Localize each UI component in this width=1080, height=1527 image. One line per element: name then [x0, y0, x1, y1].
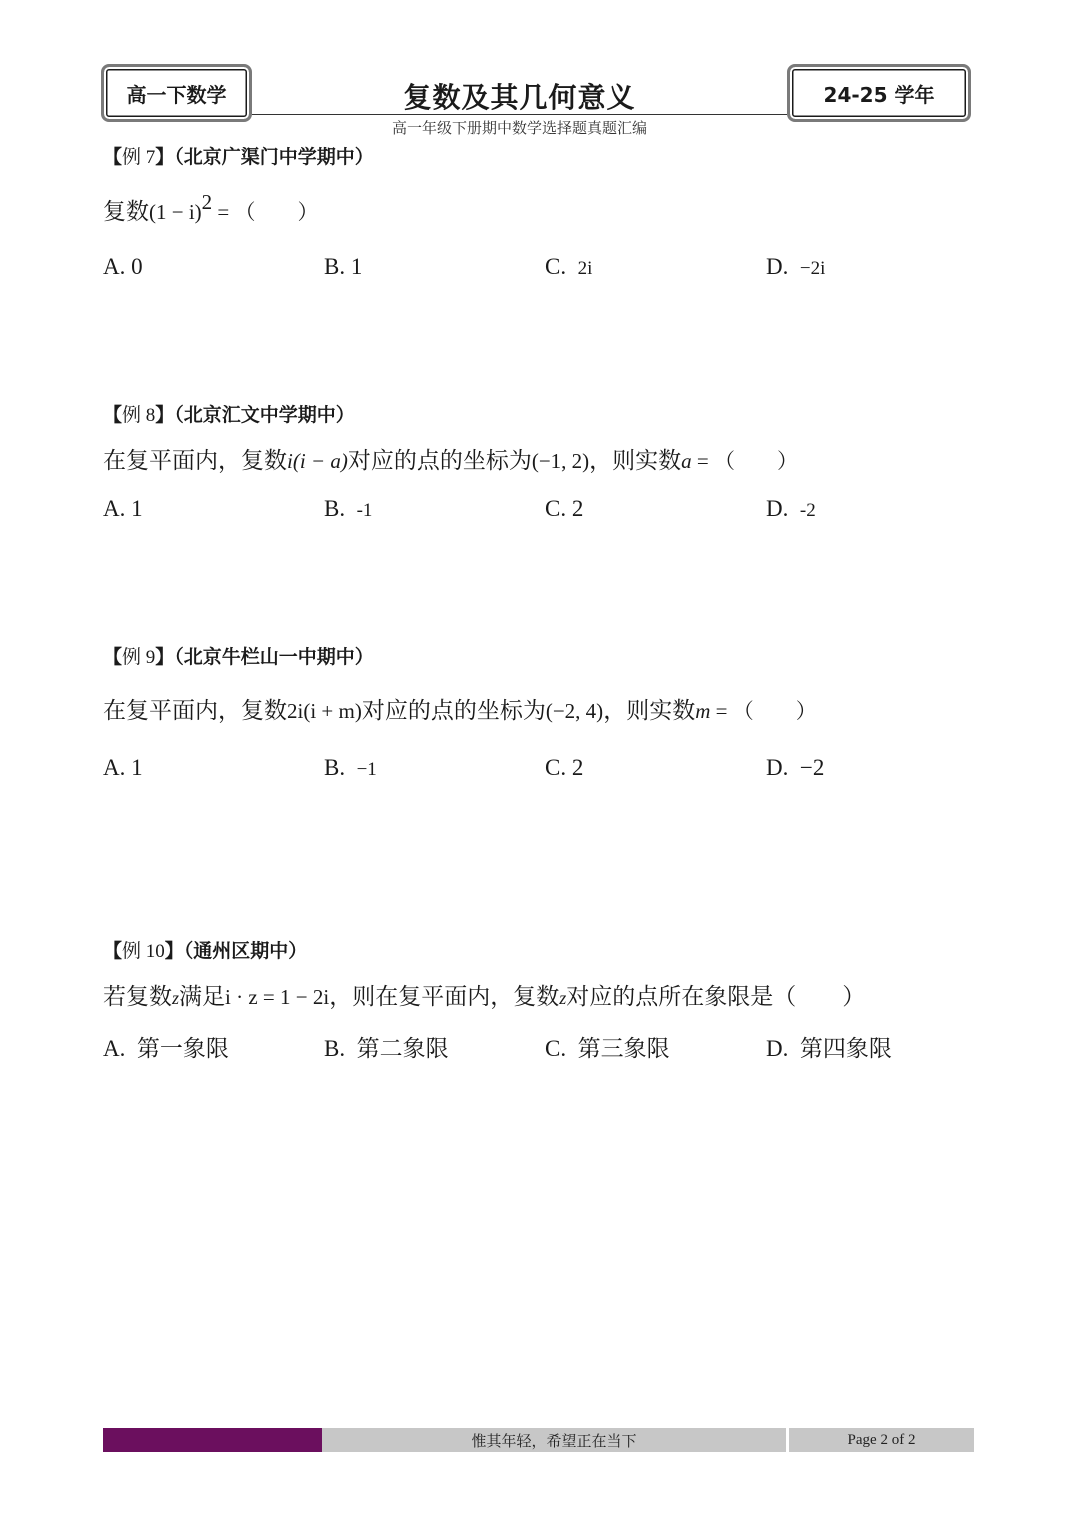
question-text: ，则在复平面内，复数	[329, 984, 560, 1010]
option-letter: A.	[103, 755, 126, 780]
page-footer	[103, 1428, 974, 1452]
question-blank: = （ ）	[691, 449, 799, 473]
math-variable: z	[559, 988, 567, 1008]
document-subtitle: 高一年级下册期中数学选择题真题汇编	[391, 121, 647, 137]
math-expression: 2i(i + m)	[287, 699, 362, 723]
math-expression: i(i − a)	[287, 449, 348, 473]
option-value: 2i	[577, 258, 593, 279]
exponent: 2	[201, 190, 213, 214]
option-letter: D.	[766, 755, 789, 780]
question-blank: = （ ）	[212, 200, 319, 224]
document-title: 复数及其几何意义	[403, 81, 636, 114]
example-8-option-a	[103, 496, 143, 522]
option-letter: C.	[545, 254, 567, 279]
question-text: 在复平面内，复数	[103, 698, 287, 724]
example-9-option-d	[766, 755, 824, 781]
example-7-heading: 【例 7】（北京广渠门中学期中）	[103, 146, 374, 168]
example-10-option-c	[545, 1030, 670, 1063]
example-9-heading: 【例 9】（北京牛栏山一中期中）	[103, 646, 374, 668]
example-10-question	[103, 978, 865, 1011]
example-label: 例 10	[122, 941, 165, 962]
coordinate: (−1, 2)	[531, 449, 590, 473]
question-text: 对应的点的坐标为	[361, 698, 546, 724]
example-source: （北京牛栏山一中期中）	[174, 646, 374, 668]
option-value: −1	[356, 759, 377, 780]
math-variable: a	[681, 449, 692, 473]
question-text: ，则实数	[603, 698, 696, 724]
example-10-option-b	[324, 1030, 449, 1063]
option-value: −2	[799, 755, 825, 780]
example-7-question	[103, 190, 319, 226]
footer-accent-bar	[103, 1428, 322, 1452]
option-value: 第二象限	[356, 1036, 449, 1062]
example-label: 例 8	[122, 405, 156, 426]
example-8-heading: 【例 8】（北京汇文中学期中）	[103, 404, 355, 426]
example-8-option-d	[766, 496, 816, 522]
subject-label-box	[101, 64, 252, 122]
question-text: 若复数	[103, 984, 172, 1010]
math-variable: z	[172, 988, 180, 1008]
option-letter: B.	[324, 755, 346, 780]
option-letter: A.	[103, 254, 126, 279]
question-text: 对应的点的坐标为	[347, 448, 532, 474]
footer-motto-bar	[322, 1428, 786, 1452]
example-7-option-d	[766, 254, 825, 280]
option-letter: D.	[766, 1036, 789, 1061]
example-8-question	[103, 442, 798, 475]
page-number: Page 2 of 2	[847, 1431, 916, 1448]
option-value: -1	[356, 500, 373, 521]
example-10-option-d	[766, 1030, 892, 1063]
example-9-option-a	[103, 755, 143, 781]
coordinate: (−2, 4)	[545, 699, 604, 723]
option-value: 1	[131, 755, 143, 780]
math-expression: (1 − i)	[149, 200, 202, 224]
option-letter: A.	[103, 496, 126, 521]
footer-page-bar	[789, 1428, 974, 1452]
example-source: （北京广渠门中学期中）	[174, 146, 374, 168]
option-letter: B.	[324, 254, 346, 279]
example-9-option-b	[324, 755, 377, 781]
example-7-option-a	[103, 254, 143, 280]
option-letter: A.	[103, 1036, 126, 1061]
option-letter: D.	[766, 254, 789, 279]
option-letter: D.	[766, 496, 789, 521]
school-year-box	[787, 64, 971, 122]
option-letter: B.	[324, 1036, 346, 1061]
footer-motto: 惟其年轻，希望正在当下	[471, 1431, 637, 1450]
option-value: 第四象限	[799, 1036, 892, 1062]
option-value: 0	[131, 254, 143, 279]
example-7-option-b	[324, 254, 362, 280]
option-letter: C.	[545, 1036, 567, 1061]
example-8-option-c	[545, 496, 583, 522]
example-label: 例 9	[122, 647, 156, 668]
option-letter: C.	[545, 496, 567, 521]
option-value: 第三象限	[577, 1036, 670, 1062]
math-variable: m	[695, 699, 711, 723]
option-value: 2	[571, 755, 584, 780]
example-10-option-a	[103, 1030, 229, 1063]
option-value: 1	[350, 254, 363, 279]
option-value: 2	[571, 496, 584, 521]
question-text: ，则实数	[589, 448, 682, 474]
question-text: 在复平面内，复数	[103, 448, 287, 474]
option-value: −2i	[799, 258, 826, 279]
question-blank: = （ ）	[710, 699, 817, 723]
option-letter: B.	[324, 496, 346, 521]
example-source: （北京汇文中学期中）	[174, 404, 355, 426]
example-10-heading: 【例 10】（通州区期中）	[103, 940, 308, 962]
example-9-question	[103, 692, 817, 725]
option-value: -2	[799, 500, 816, 521]
question-text: 复数	[103, 199, 149, 225]
example-source: （通州区期中）	[183, 940, 308, 962]
question-text: 满足	[179, 984, 226, 1010]
option-letter: C.	[545, 755, 567, 780]
option-value: 第一象限	[136, 1036, 229, 1062]
option-value: 1	[131, 496, 143, 521]
question-blank: 对应的点所在象限是（ ）	[566, 984, 866, 1010]
subject-label: 高一下数学	[126, 82, 227, 107]
example-9-option-c	[545, 755, 583, 781]
example-8-option-b	[324, 496, 372, 522]
school-year-label: 24-25 学年	[823, 82, 935, 107]
example-label: 例 7	[122, 147, 156, 168]
example-7-option-c	[545, 254, 592, 280]
math-expression: i · z = 1 − 2i	[225, 985, 330, 1009]
